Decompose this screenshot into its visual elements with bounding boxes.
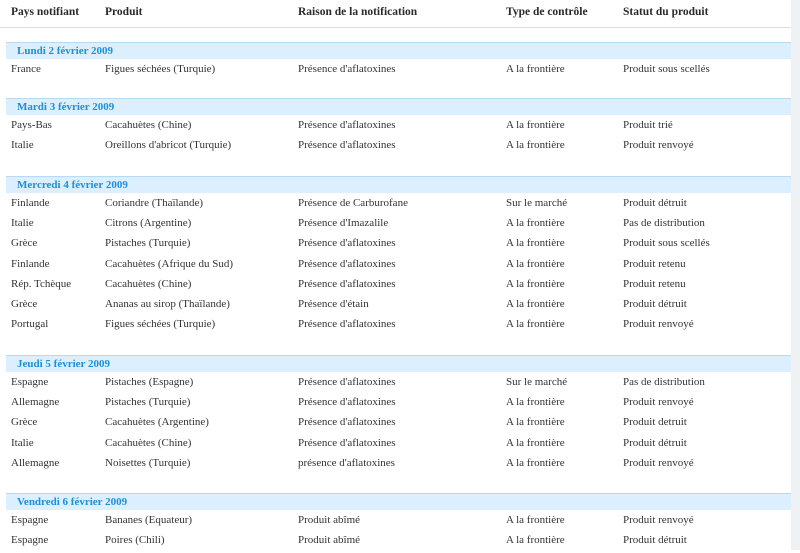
cell-product: Bananes (Equateur) xyxy=(105,514,193,526)
cell-reason: Produit abîmé xyxy=(298,514,361,526)
cell-status: Produit sous scellés xyxy=(623,63,710,75)
cell-reason: Présence d'aflatoxines xyxy=(298,416,396,428)
cell-reason: Présence d'aflatoxines xyxy=(298,237,396,249)
section-header xyxy=(6,176,791,193)
table-row xyxy=(0,62,800,82)
table-row xyxy=(0,395,800,415)
cell-control-type: A la frontière xyxy=(506,139,565,151)
cell-status: Produit renvoyé xyxy=(623,318,694,330)
cell-status: Produit detruit xyxy=(623,416,687,428)
cell-control-type: A la frontière xyxy=(506,63,565,75)
table-row xyxy=(0,297,800,317)
cell-status: Produit détruit xyxy=(623,197,687,209)
cell-country: Espagne xyxy=(11,534,49,546)
cell-reason: Présence d'aflatoxines xyxy=(298,318,396,330)
cell-control-type: A la frontière xyxy=(506,278,565,290)
column-header-reason: Raison de la notification xyxy=(298,6,418,18)
cell-country: Espagne xyxy=(11,514,49,526)
cell-status: Produit détruit xyxy=(623,437,687,449)
cell-country: Rép. Tchèque xyxy=(11,278,72,290)
section-header xyxy=(6,98,791,115)
cell-control-type: A la frontière xyxy=(506,534,565,546)
table-row xyxy=(0,415,800,435)
cell-product: Pistaches (Turquie) xyxy=(105,237,191,249)
cell-product: Figues séchées (Turquie) xyxy=(105,63,216,75)
cell-status: Produit sous scellés xyxy=(623,237,710,249)
cell-product: Pistaches (Turquie) xyxy=(105,396,191,408)
cell-control-type: A la frontière xyxy=(506,258,565,270)
page-edge-shadow xyxy=(791,0,800,550)
column-header-country: Pays notifiant xyxy=(11,6,80,18)
cell-control-type: A la frontière xyxy=(506,416,565,428)
cell-control-type: A la frontière xyxy=(506,396,565,408)
cell-country: Pays-Bas xyxy=(11,119,52,131)
cell-reason: Produit abîmé xyxy=(298,534,361,546)
section-date: Mercredi 4 février 2009 xyxy=(17,179,128,191)
cell-product: Cacahuètes (Argentine) xyxy=(105,416,209,428)
cell-product: Coriandre (Thaïlande) xyxy=(105,197,204,209)
cell-country: Grèce xyxy=(11,298,38,310)
cell-reason: Présence d'étain xyxy=(298,298,369,310)
table-row xyxy=(0,533,800,553)
cell-product: Oreillons d'abricot (Turquie) xyxy=(105,139,232,151)
cell-product: Cacahuètes (Afrique du Sud) xyxy=(105,258,233,270)
cell-status: Produit retenu xyxy=(623,278,686,290)
cell-reason: Présence d'aflatoxines xyxy=(298,437,396,449)
section-date: Vendredi 6 février 2009 xyxy=(17,496,128,508)
cell-country: Finlande xyxy=(11,197,50,209)
cell-reason: Présence d'aflatoxines xyxy=(298,376,396,388)
cell-reason: présence d'aflatoxines xyxy=(298,457,395,469)
cell-product: Poires (Chili) xyxy=(105,534,165,546)
section-header xyxy=(6,355,791,372)
cell-reason: Présence d'Imazalile xyxy=(298,217,389,229)
section-date: Mardi 3 février 2009 xyxy=(17,101,115,113)
cell-product: Cacahuètes (Chine) xyxy=(105,119,192,131)
cell-country: France xyxy=(11,63,41,75)
cell-control-type: A la frontière xyxy=(506,457,565,469)
table-row xyxy=(0,257,800,277)
cell-reason: Présence d'aflatoxines xyxy=(298,139,396,151)
cell-control-type: A la frontière xyxy=(506,217,565,229)
section-header xyxy=(6,493,791,510)
table-row xyxy=(0,317,800,337)
cell-status: Produit renvoyé xyxy=(623,457,694,469)
cell-country: Allemagne xyxy=(11,457,60,469)
table-row xyxy=(0,375,800,395)
cell-reason: Présence d'aflatoxines xyxy=(298,258,396,270)
cell-status: Produit détruit xyxy=(623,534,687,546)
cell-reason: Présence d'aflatoxines xyxy=(298,278,396,290)
cell-control-type: A la frontière xyxy=(506,514,565,526)
table-row xyxy=(0,138,800,158)
cell-status: Produit retenu xyxy=(623,258,686,270)
table-row xyxy=(0,236,800,256)
cell-status: Produit détruit xyxy=(623,298,687,310)
cell-product: Pistaches (Espagne) xyxy=(105,376,194,388)
cell-country: Grèce xyxy=(11,416,38,428)
cell-status: Produit renvoyé xyxy=(623,514,694,526)
section-header xyxy=(6,42,791,59)
column-header-status: Statut du produit xyxy=(623,6,709,18)
cell-status: Produit trié xyxy=(623,119,673,131)
cell-control-type: Sur le marché xyxy=(506,197,568,209)
cell-country: Portugal xyxy=(11,318,49,330)
cell-product: Citrons (Argentine) xyxy=(105,217,192,229)
cell-country: Grèce xyxy=(11,237,38,249)
cell-reason: Présence d'aflatoxines xyxy=(298,63,396,75)
table-row xyxy=(0,118,800,138)
cell-status: Produit renvoyé xyxy=(623,139,694,151)
cell-status: Pas de distribution xyxy=(623,376,705,388)
cell-country: Allemagne xyxy=(11,396,60,408)
column-header-control-type: Type de contrôle xyxy=(506,6,588,18)
table-row xyxy=(0,513,800,533)
column-header-product: Produit xyxy=(105,6,143,18)
cell-product: Ananas au sirop (Thaïlande) xyxy=(105,298,230,310)
cell-product: Cacahuètes (Chine) xyxy=(105,437,192,449)
cell-country: Finlande xyxy=(11,258,50,270)
cell-product: Noisettes (Turquie) xyxy=(105,457,191,469)
table-header xyxy=(0,0,800,30)
cell-status: Pas de distribution xyxy=(623,217,705,229)
cell-control-type: A la frontière xyxy=(506,237,565,249)
cell-status: Produit renvoyé xyxy=(623,396,694,408)
cell-reason: Présence d'aflatoxines xyxy=(298,119,396,131)
cell-reason: Présence de Carburofane xyxy=(298,197,408,209)
cell-reason: Présence d'aflatoxines xyxy=(298,396,396,408)
section-date: Lundi 2 février 2009 xyxy=(17,45,114,57)
cell-control-type: A la frontière xyxy=(506,318,565,330)
table-row xyxy=(0,196,800,216)
cell-country: Espagne xyxy=(11,376,49,388)
cell-control-type: Sur le marché xyxy=(506,376,568,388)
section-date: Jeudi 5 février 2009 xyxy=(17,358,110,370)
table-row xyxy=(0,216,800,236)
cell-control-type: A la frontière xyxy=(506,298,565,310)
cell-product: Cacahuètes (Chine) xyxy=(105,278,192,290)
cell-country: Italie xyxy=(11,139,34,151)
cell-country: Italie xyxy=(11,437,34,449)
cell-product: Figues séchées (Turquie) xyxy=(105,318,216,330)
table-row xyxy=(0,436,800,456)
cell-control-type: A la frontière xyxy=(506,437,565,449)
table-row xyxy=(0,456,800,476)
cell-country: Italie xyxy=(11,217,34,229)
cell-control-type: A la frontière xyxy=(506,119,565,131)
header-divider xyxy=(0,27,800,28)
table-row xyxy=(0,277,800,297)
